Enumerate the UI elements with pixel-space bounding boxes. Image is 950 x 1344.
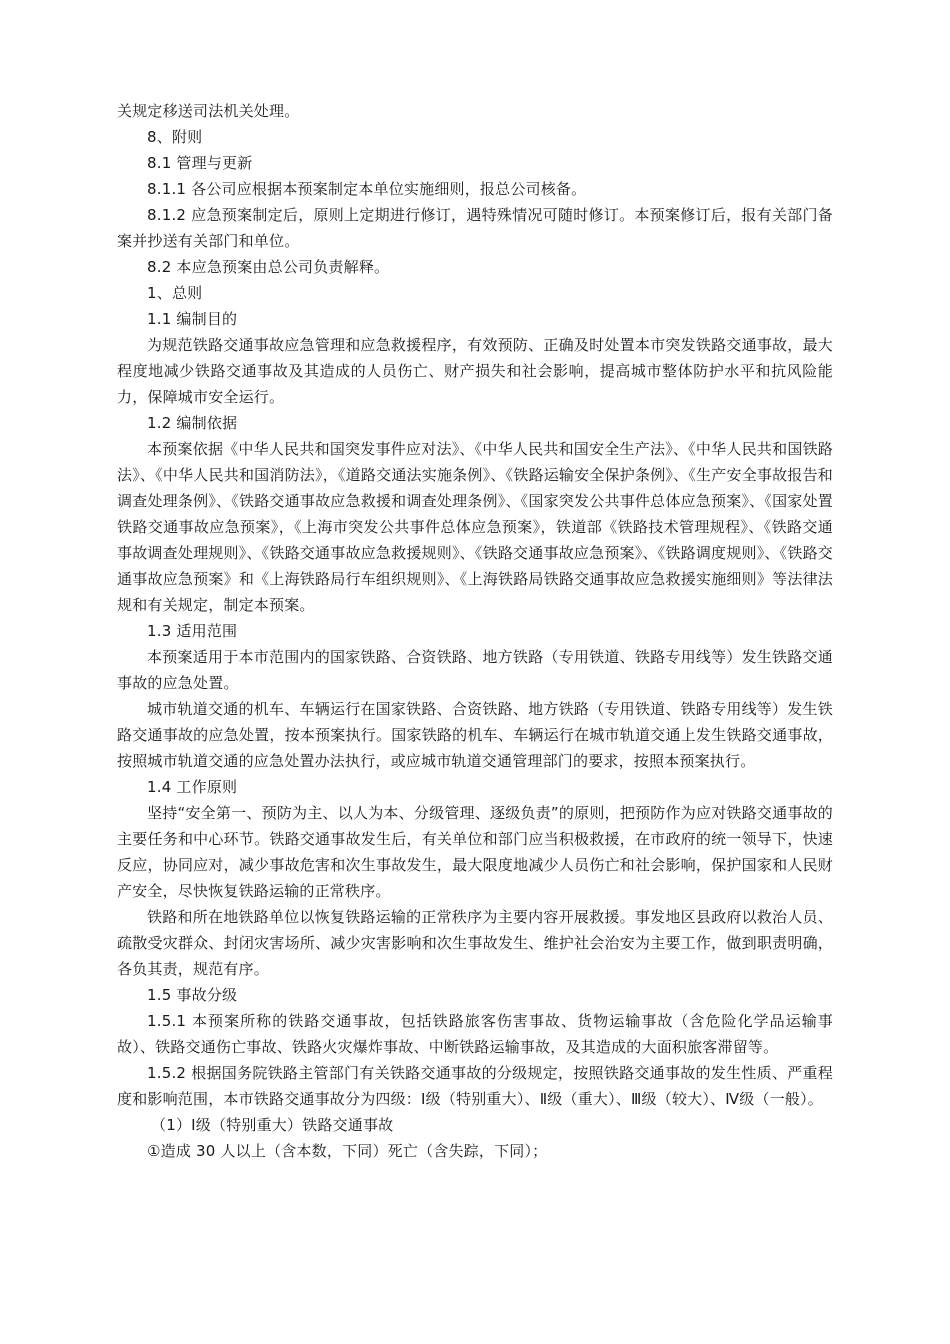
paragraph-principles-2: 铁路和所在地铁路单位以恢复铁路运输的正常秩序为主要内容开展救援。事发地区县政府以救治人员、疏散受灾群众、封闭灾害场所、减少灾害影响和次生事故发生、维护社会治安为主要工作，做到职责明确，各负其责，规范有序。	[117, 908, 833, 978]
paragraph-scope-2: 城市轨道交通的机车、车辆运行在国家铁路、合资铁路、地方铁路（专用铁道、铁路专用线等）发生铁路交通事故的应急处置，按本预案执行。国家铁路的机车、车辆运行在城市轨道交通上发生铁路交通事故，按照城市轨道交通的应急处置办法执行，或应城市轨道交通管理部门的要求，按照本预案执行。	[117, 700, 833, 770]
subsection-heading-8-1: 8.1 管理与更新	[147, 154, 253, 172]
subsection-heading-1-2: 1.2 编制依据	[147, 414, 238, 432]
paragraph-scope-1: 本预案适用于本市范围内的国家铁路、合资铁路、地方铁路（专用铁道、铁路专用线等）发生铁路交通事故的应急处置。	[117, 648, 833, 692]
document-page	[117, 98, 833, 1164]
paragraph-1-5-2: 1.5.2 根据国务院铁路主管部门有关铁路交通事故的分级规定，按照铁路交通事故的发生性质、严重程度和影响范围，本市铁路交通事故分为四级：Ⅰ级（特别重大）、Ⅱ级（重大）、Ⅲ级（较大）、Ⅳ级（一般）。	[117, 1064, 833, 1108]
paragraph-basis: 本预案依据《中华人民共和国突发事件应对法》、《中华人民共和国安全生产法》、《中华人民共和国铁路法》、《中华人民共和国消防法》，《道路交通法实施条例》、《铁路运输安全保护条例》、《生产安全事故报告和调查处理条例》、《铁路交通事故应急救援和调查处理条例》、《国家突发公共事件总体应急预案》、《国家处置铁路交通事故应急预案》，《上海市突发公共事件总体应急预案》，铁道部《铁路技术管理规程》、《铁路交通事故调查处理规则》、《铁路交通事故应急救援规则》、《铁路交通事故应急预案》、《铁路调度规则》、《铁路交通事故应急预案》和《上海铁路局行车组织规则》、《上海铁路局铁路交通事故应急救援实施细则》等法律法规和有关规定，制定本预案。	[117, 440, 833, 614]
paragraph-8-1-2: 8.1.2 应急预案制定后，原则上定期进行修订，遇特殊情况可随时修订。本预案修订后，报有关部门备案并抄送有关部门和单位。	[117, 206, 833, 250]
paragraph-8-2: 8.2 本应急预案由总公司负责解释。	[147, 258, 390, 276]
subsection-heading-1-5: 1.5 事故分级	[147, 986, 238, 1004]
subsection-heading-1-1: 1.1 编制目的	[147, 310, 238, 328]
paragraph-continuation: 关规定移送司法机关处理。	[117, 102, 300, 120]
paragraph-principles-1: 坚持“安全第一、预防为主、以人为本、分级管理、逐级负责”的原则，把预防作为应对铁路交通事故的主要任务和中心环节。铁路交通事故发生后，有关单位和部门应当积极救援，在市政府的统一领导下，快速反应，协同应对，减少事故危害和次生事故发生，最大限度地减少人员伤亡和社会影响，保护国家和人民财产安全，尽快恢复铁路运输的正常秩序。	[117, 804, 833, 900]
list-item-1: ①造成 30 人以上（含本数，下同）死亡（含失踪，下同）；	[147, 1142, 548, 1160]
subsection-heading-1-3: 1.3 适用范围	[147, 622, 238, 640]
paragraph-1-5-1: 1.5.1 本预案所称的铁路交通事故，包括铁路旅客伤害事故、货物运输事故（含危险化学品运输事故）、铁路交通伤亡事故、铁路火灾爆炸事故、中断铁路运输事故，及其造成的大面积旅客滞留等。	[117, 1012, 833, 1056]
subsection-heading-1-4: 1.4 工作原则	[147, 778, 238, 796]
paragraph-8-1-1: 8.1.1 各公司应根据本预案制定本单位实施细则，报总公司核备。	[147, 180, 587, 198]
list-heading-level-1: （1）Ⅰ级（特别重大）铁路交通事故	[151, 1116, 394, 1134]
section-heading-8: 8、附则	[147, 128, 203, 146]
paragraph-purpose: 为规范铁路交通事故应急管理和应急救援程序，有效预防、正确及时处置本市突发铁路交通事故，最大程度地减少铁路交通事故及其造成的人员伤亡、财产损失和社会影响，提高城市整体防护水平和抗风险能力，保障城市安全运行。	[117, 336, 833, 406]
section-heading-1: 1、总则	[147, 284, 203, 302]
